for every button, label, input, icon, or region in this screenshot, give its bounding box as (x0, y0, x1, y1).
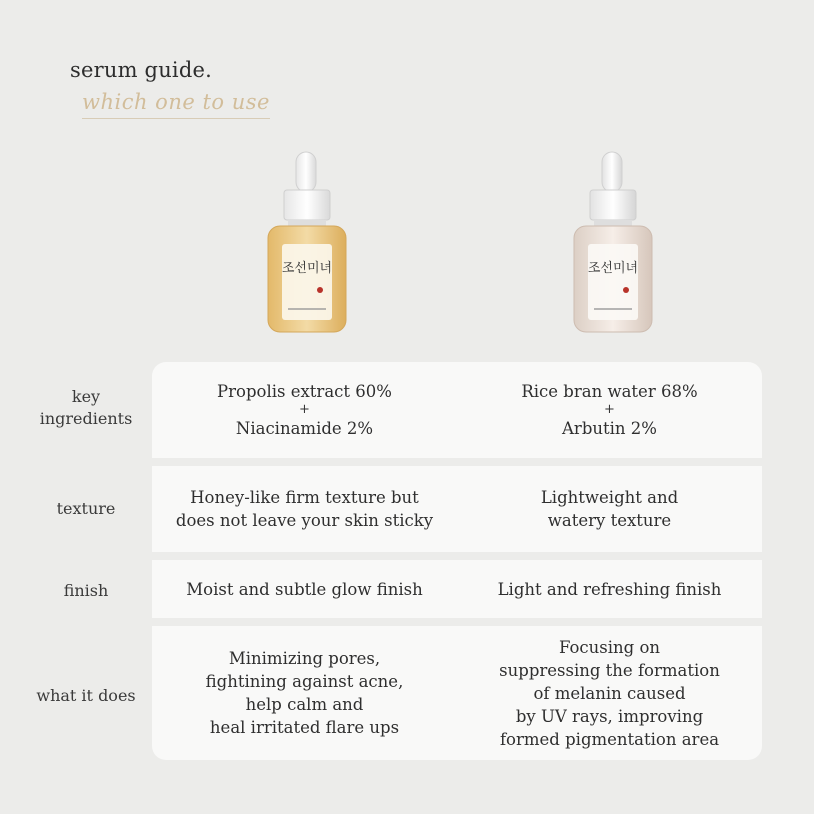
cell-rice-finish: Light and refreshing finish (497, 579, 722, 599)
page-title: serum guide. (70, 58, 212, 82)
row-label-what-it-does: what it does (36, 686, 136, 705)
row-label-texture: texture (56, 499, 116, 518)
row-label-key-ingredients: key ingredients (39, 387, 133, 428)
row-key-ingredients (152, 362, 762, 458)
brand-mark: 조선미녀 (587, 261, 639, 276)
page-subtitle: which one to use (82, 90, 270, 119)
cell-propolis-benefits: Minimizing pores, fightining against acne, help calm and heal irritated flare ups (205, 649, 404, 737)
propolis-serum-bottle-image (262, 150, 352, 335)
cell-rice-ingredients: Rice bran water 68% + Arbutin 2% (521, 382, 698, 438)
row-what-it-does (152, 626, 762, 760)
rice-arbutin-serum-bottle-image (568, 150, 658, 335)
cell-rice-benefits: Focusing on suppressing the formation of melanin caused by UV rays, improving formed pigmentation area (499, 637, 720, 749)
cell-propolis-ingredients: Propolis extract 60% + Niacinamide 2% (217, 382, 392, 438)
brand-mark: 조선미녀 (281, 261, 333, 276)
row-label-finish: finish (63, 581, 109, 600)
cell-rice-texture: Lightweight and watery texture (540, 488, 679, 530)
cell-propolis-texture: Honey-like firm texture but does not leave your skin sticky (175, 488, 434, 530)
row-texture (152, 466, 762, 552)
row-finish (152, 560, 762, 618)
cell-propolis-finish: Moist and subtle glow finish (186, 579, 423, 599)
